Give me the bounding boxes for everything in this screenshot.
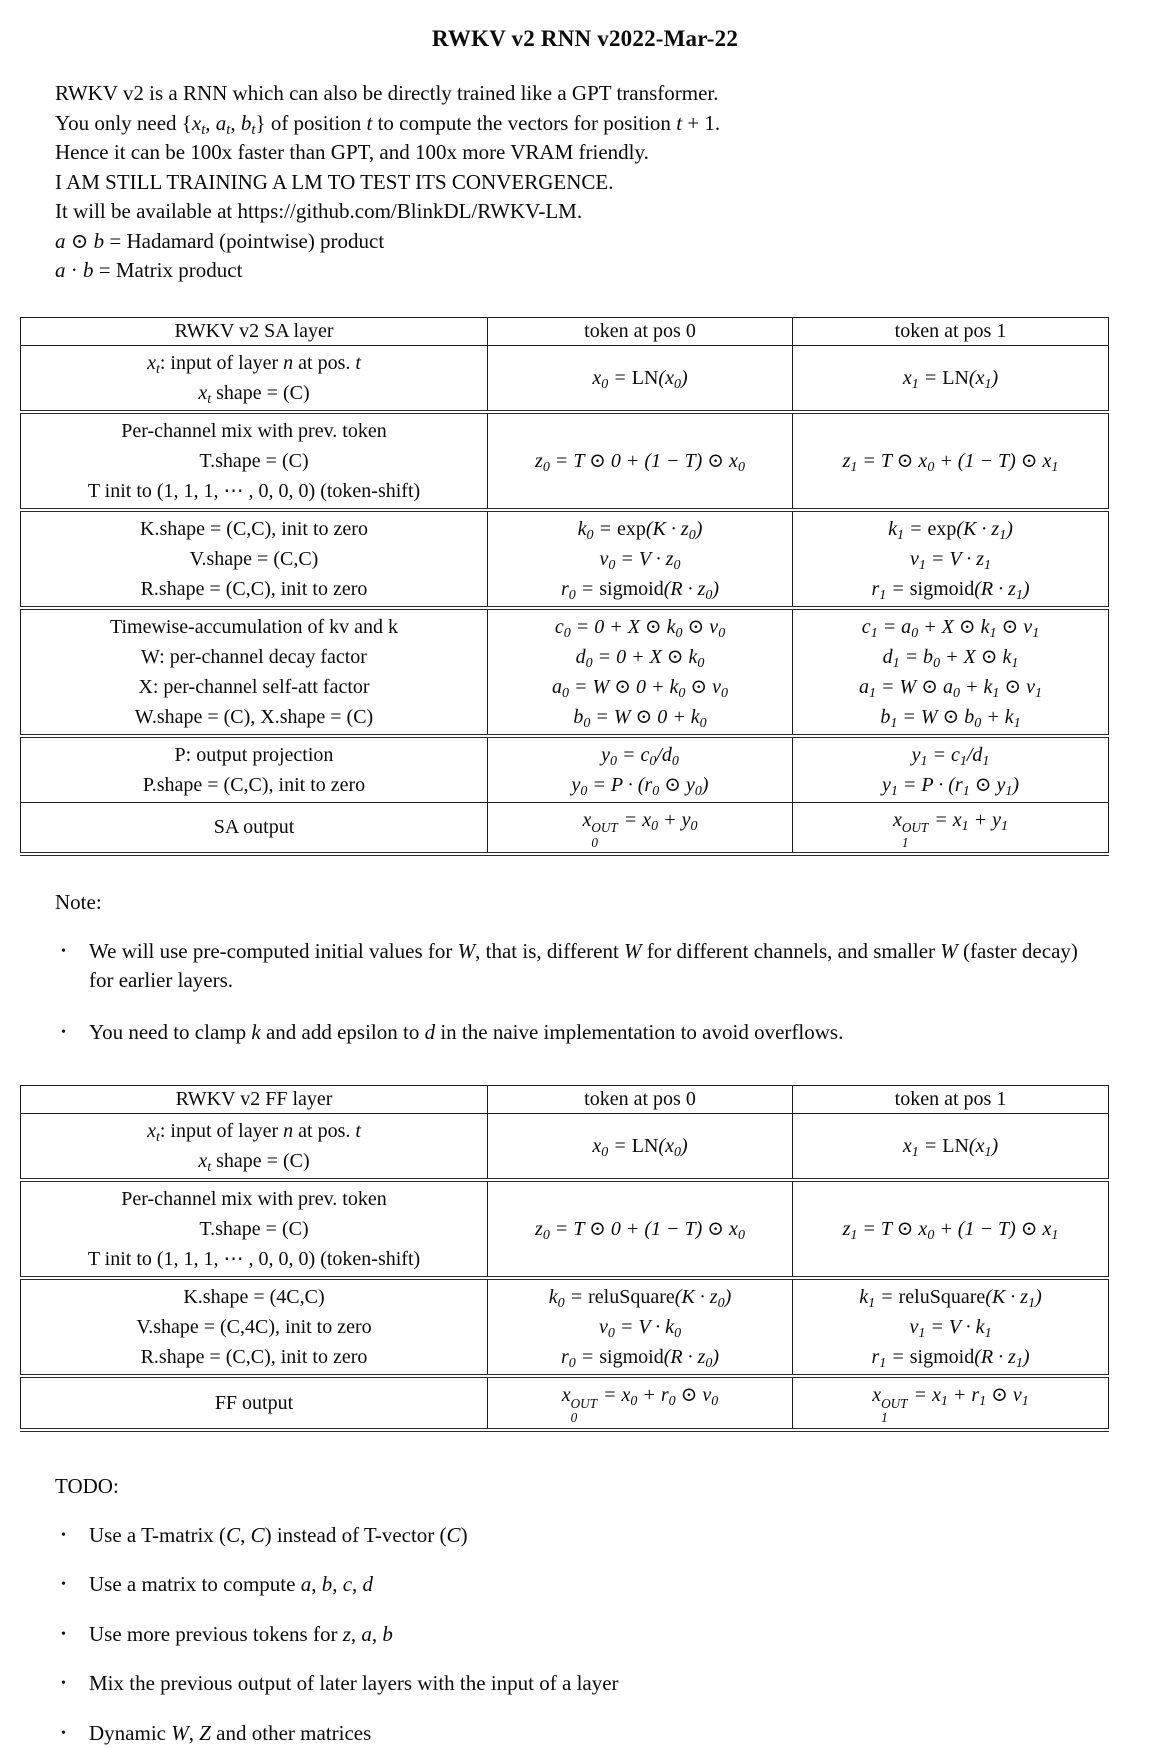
ff-layer-table [20,1085,1109,1431]
row-label-cell [21,736,488,803]
formula-line: $z_0 = T$ ⊙ 0 + (1 − T) ⊙ $x_0$ [535,1218,745,1244]
formula-cell-pos1 [793,345,1109,412]
formula-line: $v_0 = V \cdot k_0$ [598,1316,682,1342]
label-line: P.shape = (C,C), init to zero [142,773,366,796]
table-row [21,345,1109,412]
formula-cell-pos0 [488,736,793,803]
formula-line: x OUT 0 = $x_0 + y_0$ [582,808,698,850]
todo-item-text: Dynamic W, Z and other matrices [89,1720,372,1745]
table-row [21,608,1109,736]
ff-table-header-row [21,1086,1109,1114]
formula-line: $v_1 = V \cdot k_1$ [909,1316,992,1342]
table-row [21,1376,1109,1429]
bullet-icon: • [61,943,66,959]
formula-line: $a_1 = W$ ⊙ $a_0 + k_1$ ⊙ $v_1$ [859,675,1042,701]
row-label-cell [21,345,488,412]
formula-cell-pos0 [488,510,793,608]
label-line: R.shape = (C,C), init to zero [140,577,368,600]
label-line: P: output projection [174,743,334,766]
label-line: V.shape = (C,4C), init to zero [136,1316,372,1339]
todo-item-text: Use a T-matrix (C, C) instead of T-vector (C) [89,1522,468,1547]
label-line: FF output [214,1392,294,1415]
note-list [55,937,1110,1048]
label-line: Per-channel mix with prev. token [121,1188,387,1211]
bullet-icon: • [61,1527,66,1543]
formula-line: $x_1 = LN(x_1)$ [902,366,999,392]
row-label-cell [21,412,488,510]
formula-line: $b_1 = W$ ⊙ $b_0 + k_1$ [880,705,1021,731]
formula-cell-pos0 [488,802,793,854]
ff-header-pos1: token at pos 1 [793,1086,1109,1114]
formula-line: $k_0 = \exp(K \cdot z_0)$ [577,517,703,543]
formula-line: $b_0 = W$ ⊙ $0 + k_0$ [573,705,707,731]
formula-line: $a_0 = W$ ⊙ $0 + k_0$ ⊙ $v_0$ [552,675,728,701]
intro-line-matrix-def: a · b = Matrix product [55,258,243,282]
formula-cell-pos0 [488,1278,793,1376]
row-label-cell [21,1376,488,1429]
sa-table-header-row [21,317,1109,345]
intro-line: Hence it can be 100x faster than GPT, and 100x more VRAM friendly. [55,140,649,164]
bullet-icon: • [61,1024,66,1040]
formula-cell-pos0 [488,1376,793,1429]
note-heading: Note: [55,889,102,914]
label-line: Timewise-accumulation of kv and k [109,615,399,638]
formula-line: $k_0$ = reluSquare(K · $z_0$) [548,1286,732,1312]
row-label-cell [21,802,488,854]
todo-item [55,1719,1110,1748]
formula-line: $v_0 = V \cdot z_0$ [599,547,681,573]
formula-cell-pos1 [793,1376,1109,1429]
intro-line: RWKV v2 is a RNN which can also be directly trained like a GPT transformer. [55,81,719,105]
todo-item [55,1620,1110,1650]
formula-line: $y_1 = c_1/d_1$ [911,743,990,769]
todo-item-text: Mix the previous output of later layers with the input of a layer [89,1671,619,1696]
formula-line: $y_0 = c_0/d_0$ [601,743,679,769]
ff-header-pos0: token at pos 0 [488,1086,793,1114]
intro-line: I AM STILL TRAINING A LM TO TEST ITS CONVERGENCE. [55,169,614,194]
formula-cell-pos1 [793,412,1109,510]
intro-line-hadamard-def: a ⊙ b = Hadamard (pointwise) product [55,228,385,253]
table-row [21,736,1109,803]
formula-line: $x_0 = LN(x_0)$ [592,366,688,392]
row-label-cell [21,1114,488,1181]
todo-heading: TODO: [55,1473,119,1498]
formula-line: $x_0 = LN(x_0)$ [592,1135,688,1161]
table-row [21,510,1109,608]
sa-header-pos0: token at pos 0 [488,317,793,345]
label-line: R.shape = (C,C), init to zero [140,1346,368,1369]
intro-line-url: It will be available at https://github.com/BlinkDL/RWKV-LM. [55,199,583,223]
row-label-cell [21,510,488,608]
formula-cell-pos1 [793,736,1109,803]
formula-cell-pos0 [488,412,793,510]
note-item [55,937,1110,996]
formula-cell-pos1 [793,1278,1109,1376]
table-row [21,1114,1109,1181]
formula-line: $z_1 = T$ ⊙ $x_0 + (1 - T)$ ⊙ $x_1$ [842,449,1059,475]
label-line: T.shape = (C) [199,1218,309,1241]
formula-cell-pos1 [793,802,1109,854]
formula-line: $k_1 = \exp(K \cdot z_1)$ [888,517,1013,543]
formula-line: $x_1 = LN(x_1)$ [902,1135,999,1161]
bullet-icon: • [61,1626,66,1642]
label-line: T init to (1, 1, 1, ⋯ , 0, 0, 0) (token-shift) [87,479,421,502]
label-line: T.shape = (C) [199,449,309,472]
formula-cell-pos1 [793,1114,1109,1181]
formula-line: $v_1 = V \cdot z_1$ [909,547,992,573]
label-line: W: per-channel decay factor [141,645,367,668]
label-line: SA output [213,816,295,839]
row-label-cell [21,608,488,736]
formula-line: x OUT 1 = $x_1 + y_1$ [892,808,1009,850]
note-item-text: We will use pre-computed initial values for W, that is, different W for different channels, and smaller W (faster decay) for earlier layers. [89,938,1078,993]
formula-cell-pos0 [488,345,793,412]
formula-line: $z_1 = T$ ⊙ $x_0 + (1 - T)$ ⊙ $x_1$ [842,1218,1059,1244]
label-line: $x_t$ shape = (C) [198,1150,310,1176]
formula-line: $y_0 = P \cdot (r_0$ ⊙ $y_0$) [571,773,709,799]
formula-line: $r_1$ = sigmoid(R · $z_1$) [871,577,1030,603]
sa-header-layer: RWKV v2 SA layer [21,317,488,345]
label-line: X: per-channel self-att factor [138,675,370,698]
intro-paragraph [55,79,1140,286]
todo-item-text: Use a matrix to compute a, b, c, d [89,1572,374,1597]
formula-cell-pos1 [793,510,1109,608]
formula-cell-pos1 [793,608,1109,736]
formula-cell-pos1 [793,1180,1109,1278]
todo-item-text: Use more previous tokens for z, a, b [89,1621,393,1646]
label-line: Per-channel mix with prev. token [121,419,387,442]
row-label-cell [21,1180,488,1278]
label-line: $x_t$ shape = (C) [198,381,310,407]
bullet-icon: • [61,1577,66,1593]
formula-line: $r_1$ = sigmoid(R · $z_1$) [871,1346,1030,1372]
label-line: W.shape = (C), X.shape = (C) [134,705,374,728]
formula-line: $c_1 = a_0 + X$ ⊙ $k_1$ ⊙ $v_1$ [861,615,1040,641]
formula-line: $r_0$ = sigmoid(R · $z_0$) [560,1346,720,1372]
formula-line: x OUT 1 = $x_1 + r_1$ ⊙ $v_1$ [872,1384,1029,1426]
page-title: RWKV v2 RNN v2022-Mar-22 [431,26,739,51]
formula-line: $k_1$ = reluSquare(K · $z_1$) [859,1286,1042,1312]
formula-line: $c_0 = 0 + X$ ⊙ $k_0$ ⊙ $v_0$ [554,615,726,641]
formula-line: $d_0 = 0 + X$ ⊙ $k_0$ [575,645,705,671]
sa-layer-table [20,317,1109,856]
note-item [55,1018,1110,1048]
todo-item [55,1521,1110,1551]
label-line: K.shape = (C,C), init to zero [140,517,368,540]
row-label-cell [21,1278,488,1376]
intro-line: You only need {$x_t$, $a_t$, $b_t$} of position t to compute the vectors for position t + 1. [55,110,721,138]
label-line: T init to (1, 1, 1, ⋯ , 0, 0, 0) (token-shift) [87,1248,421,1271]
label-line: V.shape = (C,C) [189,547,319,570]
sa-header-pos1: token at pos 1 [793,317,1109,345]
ff-header-layer: RWKV v2 FF layer [21,1086,488,1114]
table-row [21,412,1109,510]
formula-cell-pos0 [488,1180,793,1278]
table-row [21,1180,1109,1278]
formula-line: $d_1 = b_0 + X$ ⊙ $k_1$ [882,645,1019,671]
formula-line: x OUT 0 = $x_0 + r_0$ ⊙ $v_0$ [561,1384,719,1426]
todo-list [55,1521,1110,1748]
table-row [21,802,1109,854]
bullet-icon: • [61,1676,66,1692]
table-row [21,1278,1109,1376]
formula-cell-pos0 [488,608,793,736]
formula-line: $r_0$ = sigmoid(R · $z_0$) [560,577,720,603]
label-line: K.shape = (4C,C) [183,1286,325,1309]
label-line: $x_t$: input of layer n at pos. t [147,1120,361,1146]
note-item-text: You need to clamp k and add epsilon to d in the naive implementation to avoid overflows. [89,1019,844,1044]
bullet-icon: • [61,1725,66,1741]
formula-line: $z_0 = T$ ⊙ 0 + (1 − T) ⊙ $x_0$ [535,449,745,475]
label-line: $x_t$: input of layer n at pos. t [147,351,361,377]
todo-item [55,1570,1110,1600]
formula-cell-pos0 [488,1114,793,1181]
formula-line: $y_1 = P \cdot (r_1$ ⊙ $y_1$) [882,773,1019,799]
